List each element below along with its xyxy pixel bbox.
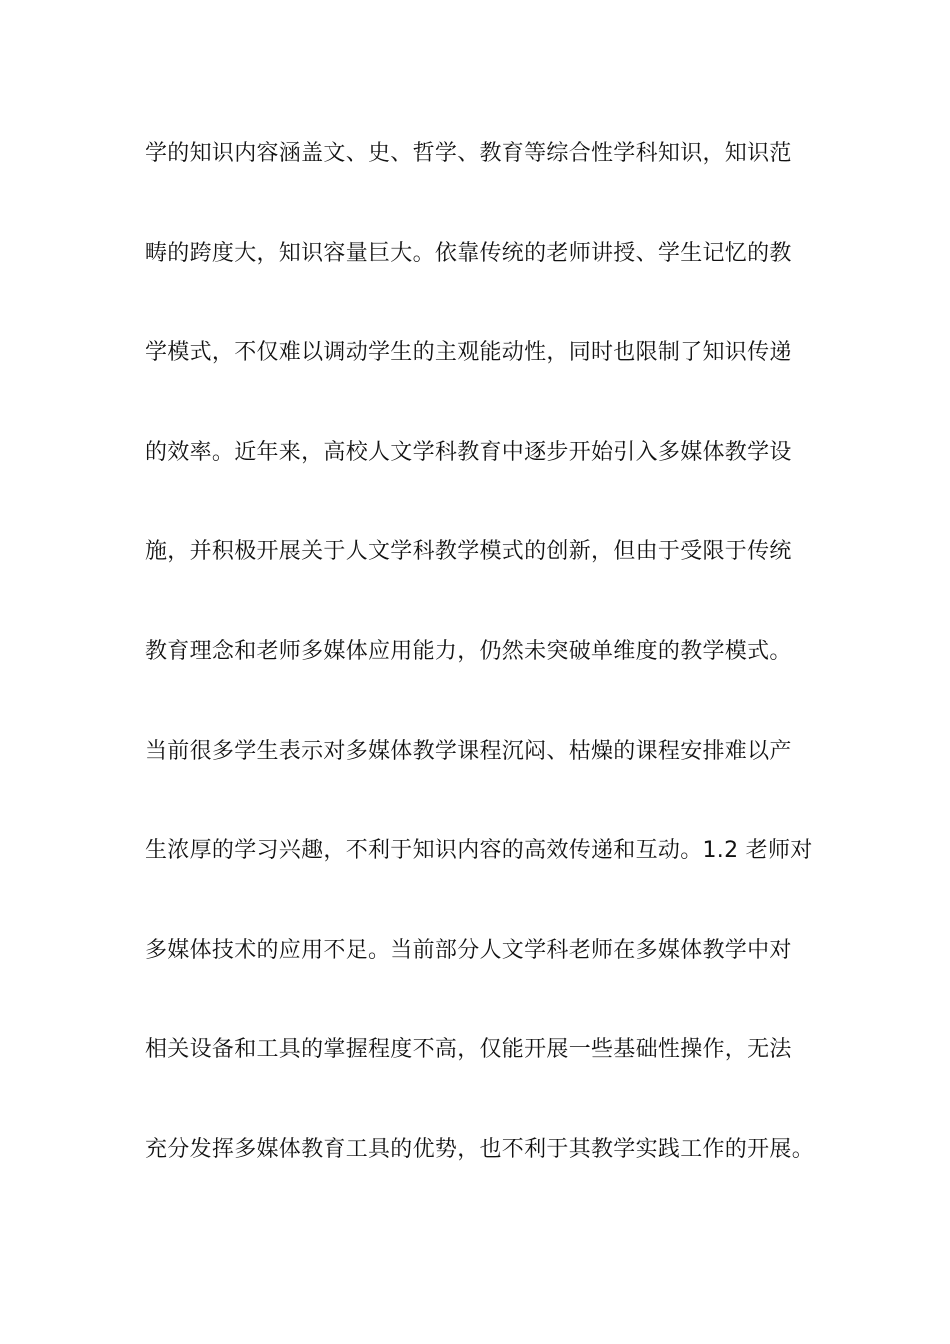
text-line: 生浓厚的学习兴趣，不利于知识内容的高效传递和互动。1.2 老师对 bbox=[145, 838, 813, 864]
text-line: 相关设备和工具的掌握程度不高，仅能开展一些基础性操作，无法 bbox=[145, 1037, 792, 1063]
text-line: 教育理念和老师多媒体应用能力，仍然未突破单维度的教学模式。 bbox=[145, 638, 792, 664]
text-line: 施，并积极开展关于人文学科教学模式的创新，但由于受限于传统 bbox=[145, 539, 792, 565]
text-line: 充分发挥多媒体教育工具的优势，也不利于其教学实践工作的开展。 bbox=[145, 1136, 815, 1162]
text-line: 当前很多学生表示对多媒体教学课程沉闷、枯燥的课程安排难以产 bbox=[145, 738, 792, 764]
text-line: 的效率。近年来，高校人文学科教育中逐步开始引入多媒体教学设 bbox=[145, 439, 792, 465]
body-text bbox=[145, 134, 845, 1230]
text-line: 学的知识内容涵盖文、史、哲学、教育等综合性学科知识，知识范 bbox=[145, 141, 792, 166]
text-line: 畴的跨度大，知识容量巨大。依靠传统的老师讲授、学生记忆的教 bbox=[145, 240, 792, 266]
text-line: 多媒体技术的应用不足。当前部分人文学科老师在多媒体教学中对 bbox=[145, 937, 792, 963]
text-line: 学模式，不仅难以调动学生的主观能动性，同时也限制了知识传递 bbox=[145, 340, 792, 366]
